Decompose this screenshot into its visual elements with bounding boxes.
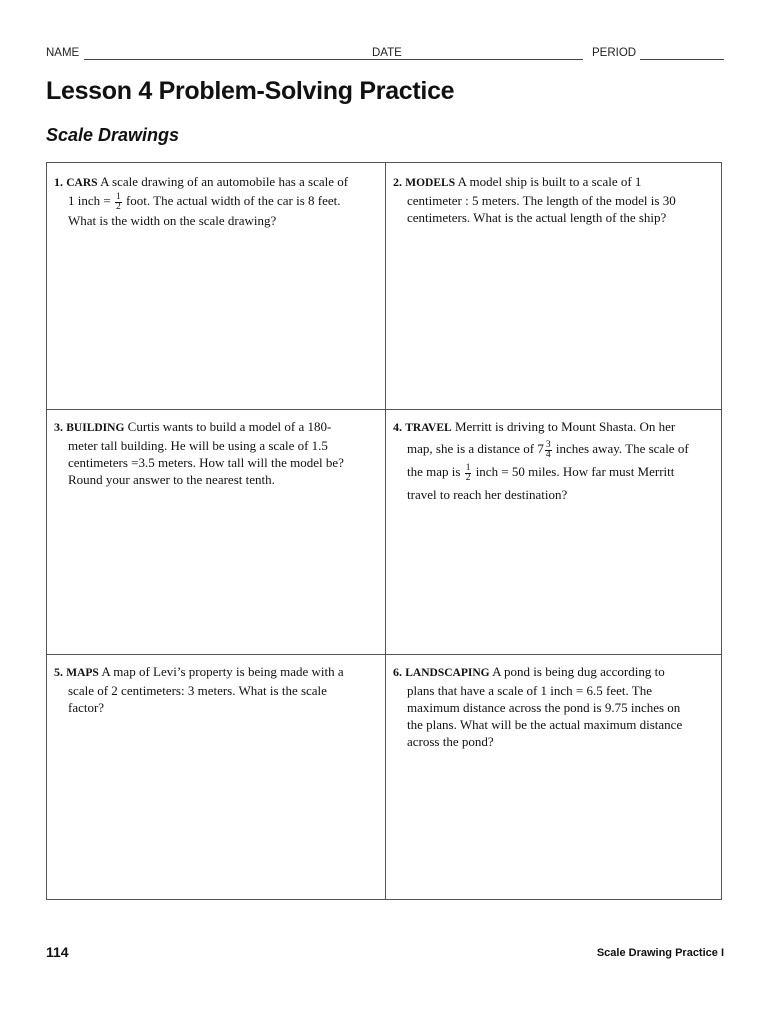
problem-4-line-3 xyxy=(393,460,713,483)
grid-row-divider-1 xyxy=(47,409,721,410)
problem-6-keyword: LANDSCAPING xyxy=(405,667,490,679)
problem-4-fraction-denominator: 4 xyxy=(545,449,551,460)
problem-4 xyxy=(393,418,713,506)
student-info-header xyxy=(46,47,724,65)
period-label: PERIOD xyxy=(592,47,637,59)
problem-3 xyxy=(54,418,374,488)
problem-1-fraction-denominator: 2 xyxy=(115,201,121,212)
problem-3-keyword: BUILDING xyxy=(66,422,125,434)
problem-1-fraction xyxy=(115,193,122,212)
problem-5 xyxy=(54,663,374,716)
problem-1-text-2b: foot. The actual width of the car is 8 feet. xyxy=(125,193,341,208)
problem-3-line-3: centimeters =3.5 meters. How tall will the model be? xyxy=(68,455,344,470)
problem-1-line-3: What is the width on the scale drawing? xyxy=(68,212,277,228)
problem-6-number: 6. xyxy=(393,665,402,679)
problem-4-line-2 xyxy=(393,437,713,460)
problem-1 xyxy=(54,173,374,229)
problem-6-line-5: across the pond? xyxy=(407,734,494,749)
name-label: NAME xyxy=(46,47,80,59)
grid-vertical-divider xyxy=(385,163,386,899)
date-blank-line[interactable] xyxy=(407,59,583,60)
problem-4-text-3b: inch = 50 miles. How far must Merritt xyxy=(475,464,675,479)
problem-6-line-3: maximum distance across the pond is 9.75 inches on xyxy=(407,700,681,715)
problem-1-text-2a: 1 inch = xyxy=(68,193,111,208)
page-subtitle: Scale Drawings xyxy=(46,125,180,145)
problem-5-keyword: MAPS xyxy=(66,667,99,679)
problem-3-number: 3. xyxy=(54,420,63,434)
problem-2-line-2: centimeter : 5 meters. The length of the model is 30 xyxy=(407,193,676,208)
problem-3-text-1: Curtis wants to build a model of a 180- xyxy=(127,419,332,434)
problem-1-fraction-numerator: 1 xyxy=(115,191,121,202)
problem-2-number: 2. xyxy=(393,175,402,189)
problem-4-scale-fraction-denominator: 2 xyxy=(465,472,471,483)
problem-4-fraction-numerator: 3 xyxy=(545,439,551,450)
problem-6-text-1: A pond is being dug according to xyxy=(492,664,665,679)
date-label: DATE xyxy=(372,47,402,59)
problem-4-text-1: Merritt is driving to Mount Shasta. On her xyxy=(454,419,676,434)
problem-4-line-1 xyxy=(393,418,713,437)
problem-6 xyxy=(393,663,713,750)
page-title: Lesson 4 Problem-Solving Practice xyxy=(46,77,455,105)
page-number: 114 xyxy=(46,944,69,960)
problem-3-line-2: meter tall building. He will be using a scale of 1.5 xyxy=(68,438,328,453)
problem-1-line-1 xyxy=(54,173,374,192)
problem-1-text-1: A scale drawing of an automobile has a scale of xyxy=(100,174,349,189)
problem-2-line-1 xyxy=(393,173,713,192)
problem-6-line-1 xyxy=(393,663,713,682)
problem-6-line-2: plans that have a scale of 1 inch = 6.5 feet. The xyxy=(407,683,652,698)
problem-2 xyxy=(393,173,713,226)
problem-4-scale-fraction xyxy=(465,464,472,483)
name-blank-line[interactable] xyxy=(84,59,412,60)
problem-grid xyxy=(46,162,722,900)
problem-4-scale-fraction-numerator: 1 xyxy=(465,462,471,473)
problem-1-keyword: CARS xyxy=(66,177,98,189)
problem-4-mixed-fraction xyxy=(545,441,552,460)
problem-4-text-2b: inches away. The scale of xyxy=(555,441,689,456)
problem-2-line-3: centimeters. What is the actual length of the ship? xyxy=(407,210,667,225)
problem-4-number: 4. xyxy=(393,420,402,434)
problem-5-number: 5. xyxy=(54,665,63,679)
problem-5-line-1 xyxy=(54,663,374,682)
grid-row-divider-2 xyxy=(47,654,721,655)
problem-5-line-3: factor? xyxy=(68,700,105,715)
problem-4-keyword: TRAVEL xyxy=(405,422,452,434)
problem-5-line-2: scale of 2 centimeters: 3 meters. What is the scale xyxy=(68,683,327,698)
problem-3-line-1 xyxy=(54,418,374,437)
problem-5-text-1: A map of Levi’s property is being made with a xyxy=(101,664,344,679)
problem-3-line-4: Round your answer to the nearest tenth. xyxy=(68,472,275,487)
problem-1-number: 1. xyxy=(54,175,63,189)
footer-title: Scale Drawing Practice I xyxy=(596,947,724,959)
problem-4-line-4: travel to reach her destination? xyxy=(407,487,568,502)
problem-2-keyword: MODELS xyxy=(405,177,456,189)
problem-4-text-3a: the map is xyxy=(407,464,461,479)
problem-2-text-1: A model ship is built to a scale of 1 xyxy=(457,174,642,189)
problem-6-line-4: the plans. What will be the actual maximum distance xyxy=(407,717,683,732)
period-blank-line[interactable] xyxy=(640,59,724,60)
problem-1-line-2 xyxy=(54,192,374,212)
problem-4-text-2a: map, she is a distance of 7 xyxy=(407,441,544,456)
